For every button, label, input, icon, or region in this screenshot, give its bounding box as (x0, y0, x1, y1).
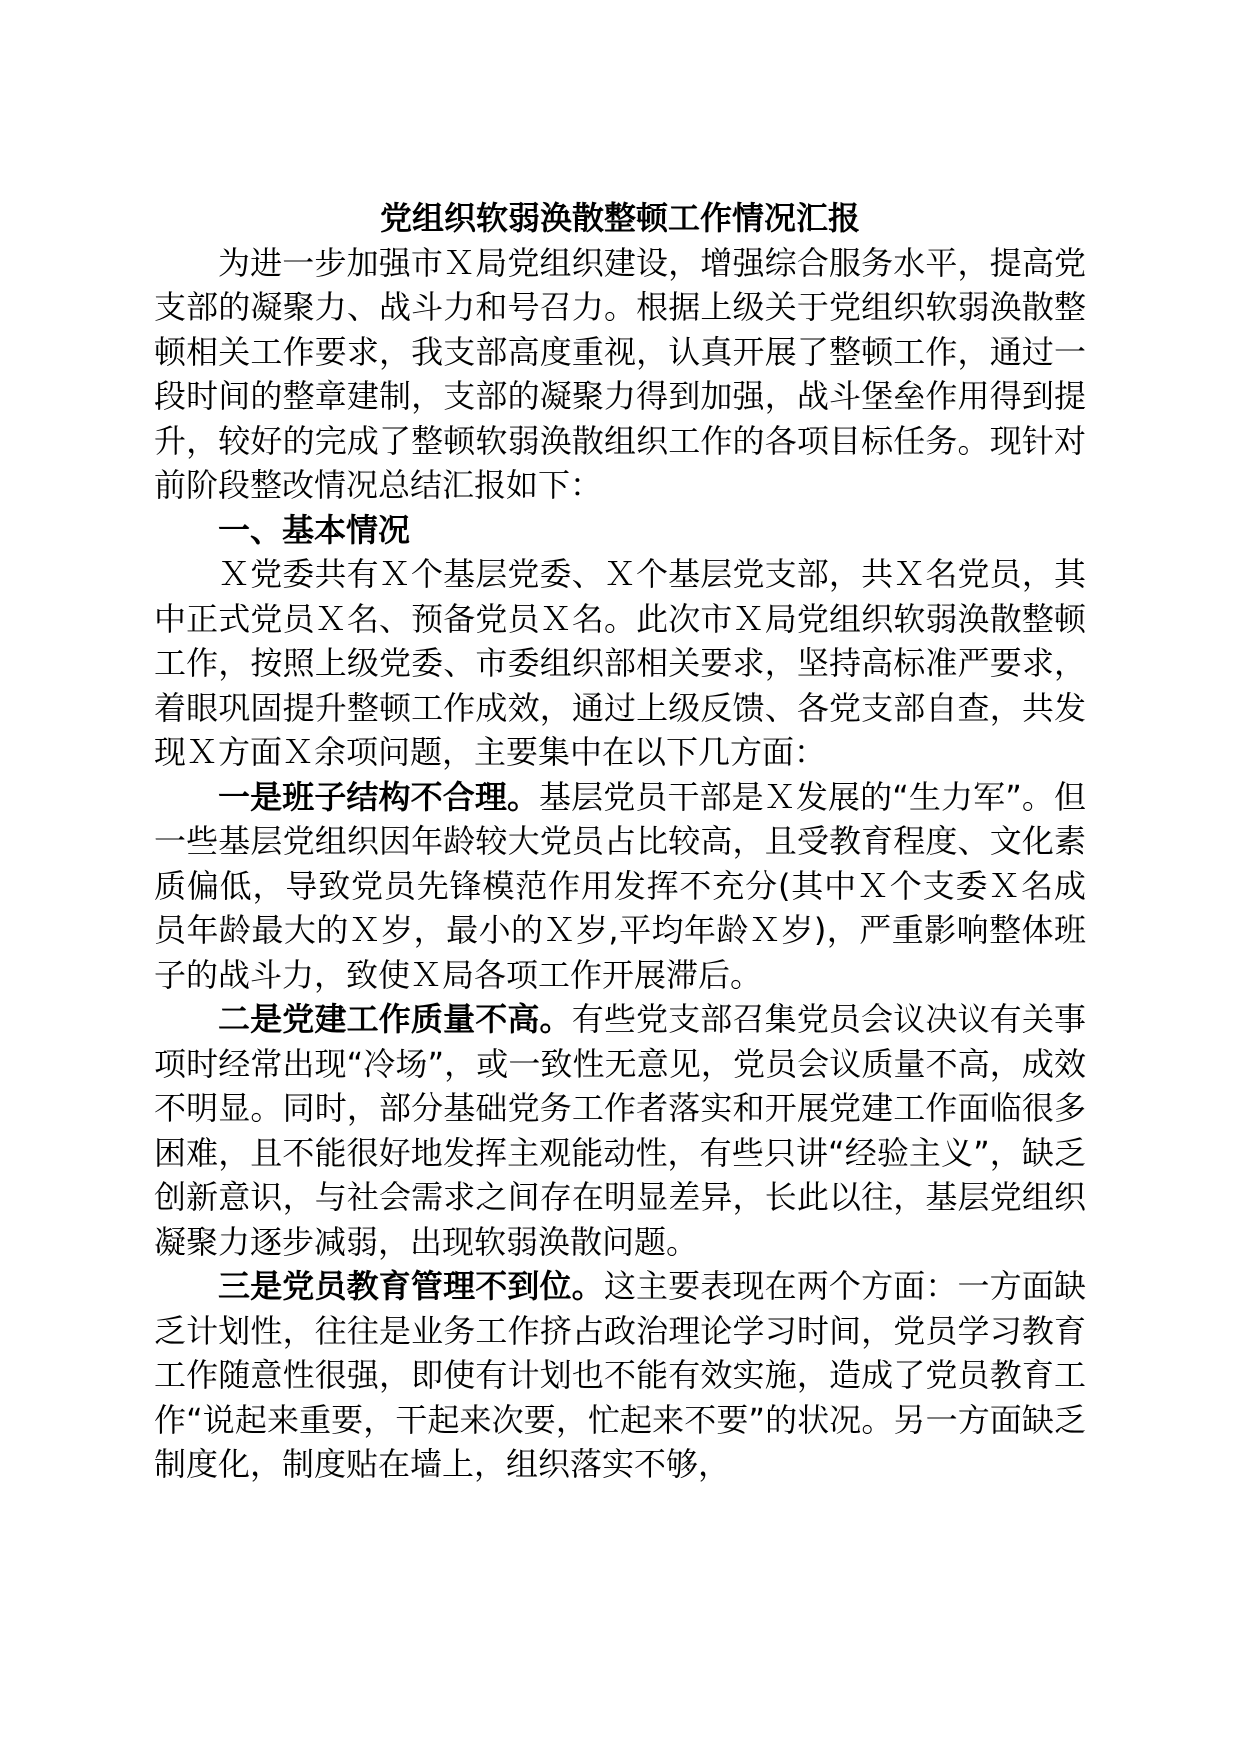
problem-1-lead: 一是班子结构不合理。 (218, 777, 540, 816)
problem-2-text: 有些党支部召集党员会议决议有关事项时经常出现“冷场”，或一致性无意见，党员会议质量不高，成效不明显。同时，部分基础党务工作者落实和开展党建工作面临很多困难，且不能很好地发挥主观能动性，有些只讲“经验主义”，缺乏创新意识，与社会需求之间存在明显差异，长此以往，基层党组织凝聚力逐步减弱，出现软弱涣散问题。 (154, 1000, 1086, 1261)
problem-2-lead: 二是党建工作质量不高。 (218, 1000, 572, 1038)
problem-paragraph-2 (154, 997, 1086, 1264)
problem-3-text: 这主要表现在两个方面：一方面缺乏计划性，往往是业务工作挤占政治理论学习时间，党员学习教育工作随意性很强，即使有计划也不能有效实施，造成了党员教育工作“说起来重要，干起来次要，忙起来不要”的状况。另一方面缺乏制度化，制度贴在墙上，组织落实不够， (154, 1267, 1086, 1483)
document-body (154, 196, 1086, 1487)
problem-3-lead: 三是党员教育管理不到位。 (218, 1267, 604, 1305)
intro-paragraph: 为进一步加强市Ｘ局党组织建设，增强综合服务水平，提高党支部的凝聚力、战斗力和号召力。根据上级关于党组织软弱涣散整顿相关工作要求，我支部高度重视，认真开展了整顿工作，通过一段时间的整章建制，支部的凝聚力得到加强，战斗堡垒作用得到提升，较好的完成了整顿软弱涣散组织工作的各项目标任务。现针对前阶段整改情况总结汇报如下： (154, 243, 1086, 504)
problem-1-text: 基层党员干部是Ｘ发展的“生力军”。但一些基层党组织因年龄较大党员占比较高，且受教育程度、文化素质偏低，导致党员先锋模范作用发挥不充分(其中Ｘ个支委Ｘ名成员年龄最大的Ｘ岁，最小的Ｘ岁,平均年龄Ｘ岁)，严重影响整体班子的战斗力，致使Ｘ局各项工作开展滞后。 (154, 777, 1086, 994)
problem-paragraph-3 (154, 1264, 1086, 1487)
document-title: 党组织软弱涣散整顿工作情况汇报 (379, 199, 860, 237)
basic-situation-paragraph: Ｘ党委共有Ｘ个基层党委、Ｘ个基层党支部，共Ｘ名党员，其中正式党员Ｘ名、预备党员Ｘ名。此次市Ｘ局党组织软弱涣散整顿工作，按照上级党委、市委组织部相关要求，坚持高标准严要求，着眼巩固提升整顿工作成效，通过上级反馈、各党支部自查，共发现Ｘ方面Ｘ余项问题，主要集中在以下几方面： (154, 555, 1086, 771)
problem-paragraph-1 (154, 775, 1086, 998)
section-heading-basic-situation: 一、基本情况 (218, 510, 411, 549)
